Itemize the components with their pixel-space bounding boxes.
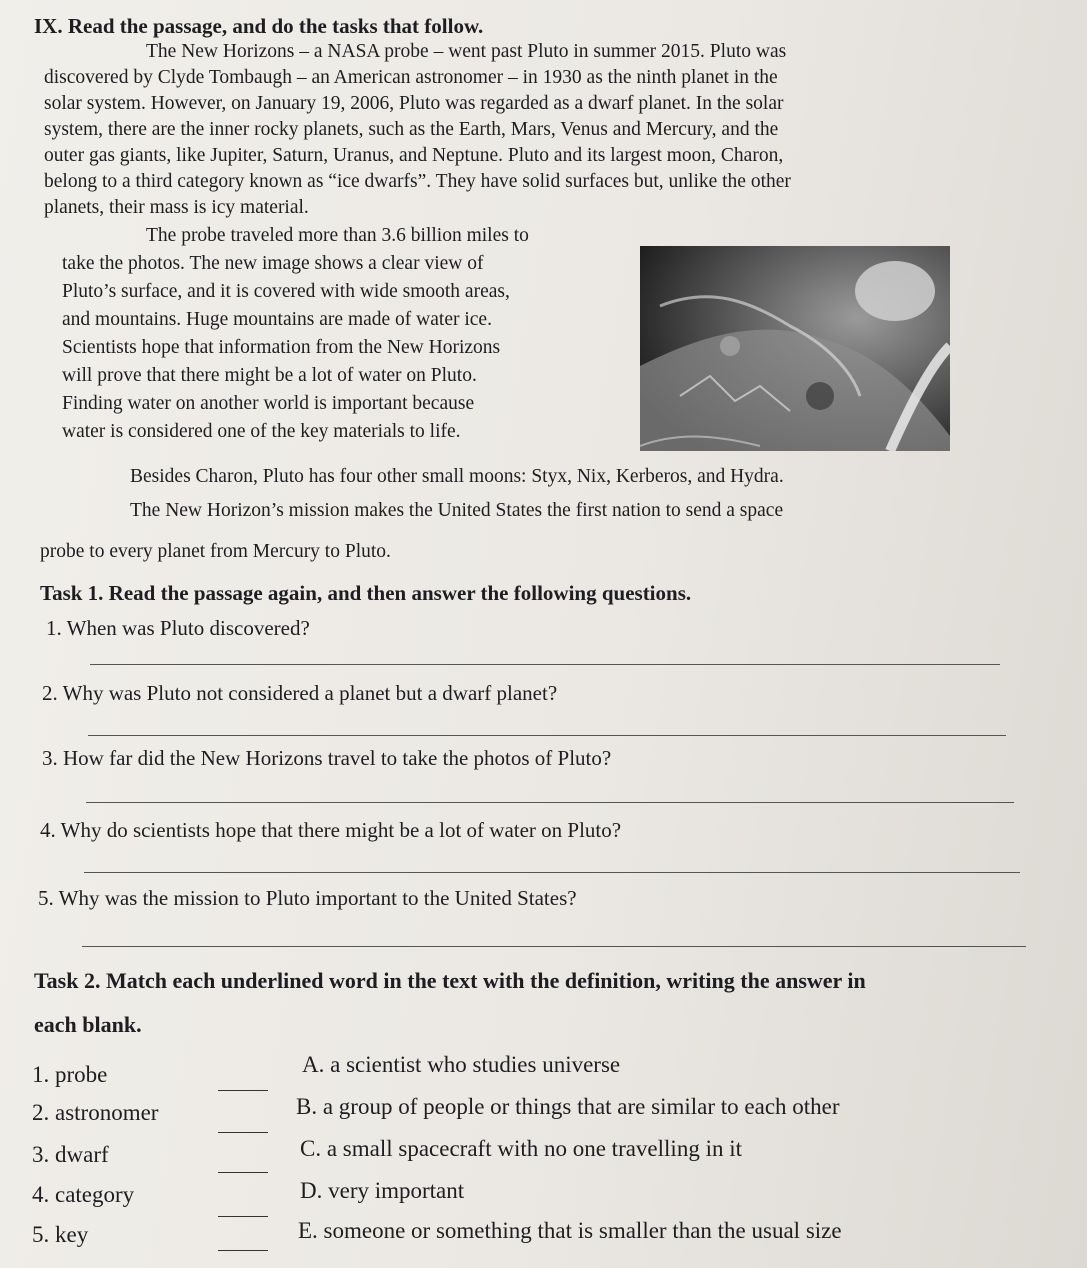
passage-line: solar system. However, on January 19, 2006, Pluto was regarded as a dwarf planet. In the solar: [44, 93, 784, 114]
passage-paragraph-3: Besides Charon, Pluto has four other small moons: Styx, Nix, Kerberos, and Hydra.: [130, 466, 784, 487]
match-word-1: 1. probe: [32, 1062, 108, 1087]
answer-line-2[interactable]: [88, 735, 1006, 736]
match-word-4: 4. category: [32, 1182, 135, 1207]
match-word-3: 3. dwarf: [32, 1142, 109, 1167]
definition-b: B. a group of people or things that are similar to each other: [296, 1094, 840, 1119]
passage-line: Scientists hope that information from the New Horizons: [62, 337, 501, 358]
definition-a: A. a scientist who studies universe: [302, 1052, 621, 1077]
answer-line-5[interactable]: [82, 946, 1026, 947]
passage-line: belong to a third category known as “ice dwarfs”. They have solid surfaces but, unlike the other: [44, 171, 791, 192]
answer-line-1[interactable]: [90, 664, 1000, 665]
passage-line: take the photos. The new image shows a clear view of: [62, 253, 484, 274]
question-2: 2. Why was Pluto not considered a planet but a dwarf planet?: [42, 681, 558, 705]
match-blank-5[interactable]: [218, 1238, 268, 1256]
pluto-surface-photo: [640, 246, 950, 451]
match-blank-2[interactable]: [218, 1120, 268, 1138]
task-1-title: Task 1. Read the passage again, and then answer the following questions.: [40, 581, 692, 605]
task-2-title-line-2: each blank.: [34, 1012, 142, 1037]
passage-line: The probe traveled more than 3.6 billion miles to: [146, 225, 529, 246]
passage-line: probe to every planet from Mercury to Pluto.: [40, 541, 391, 562]
passage-line: The New Horizon’s mission makes the United States the first nation to send a space: [130, 500, 784, 521]
question-4: 4. Why do scientists hope that there might be a lot of water on Pluto?: [40, 818, 622, 842]
definition-d: D. very important: [300, 1178, 465, 1203]
answer-line-4[interactable]: [84, 872, 1020, 873]
question-5: 5. Why was the mission to Pluto important to the United States?: [38, 886, 577, 910]
match-word-2: 2. astronomer: [32, 1100, 159, 1125]
match-blank-1[interactable]: [218, 1078, 268, 1096]
answer-line-3[interactable]: [86, 802, 1014, 803]
passage-line: outer gas giants, like Jupiter, Saturn, Uranus, and Neptune. Pluto and its largest moon, Charon,: [44, 145, 784, 166]
passage-line: Pluto’s surface, and it is covered with wide smooth areas,: [62, 281, 510, 302]
passage-line: and mountains. Huge mountains are made of water ice.: [62, 309, 492, 330]
passage-line: water is considered one of the key materials to life.: [62, 421, 461, 442]
passage-line: will prove that there might be a lot of water on Pluto.: [62, 365, 477, 386]
match-blank-4[interactable]: [218, 1204, 268, 1222]
definition-e: E. someone or something that is smaller than the usual size: [298, 1218, 842, 1243]
task-2-title-line-1: Task 2. Match each underlined word in the text with the definition, writing the answer in: [34, 968, 866, 993]
passage-line: The New Horizons – a NASA probe – went past Pluto in summer 2015. Pluto was: [146, 41, 787, 62]
passage-line: Finding water on another world is important because: [62, 393, 475, 414]
question-3: 3. How far did the New Horizons travel to take the photos of Pluto?: [42, 746, 612, 770]
match-word-5: 5. key: [32, 1222, 89, 1247]
question-1: 1. When was Pluto discovered?: [46, 616, 310, 640]
match-blank-3[interactable]: [218, 1160, 268, 1178]
passage-line: system, there are the inner rocky planets, such as the Earth, Mars, Venus and Mercury, and the: [44, 119, 779, 140]
definition-c: C. a small spacecraft with no one travelling in it: [300, 1136, 742, 1161]
passage-line: discovered by Clyde Tombaugh – an American astronomer – in 1930 as the ninth planet in the: [44, 67, 778, 88]
passage-line: planets, their mass is icy material.: [44, 197, 309, 218]
exercise-heading: IX. Read the passage, and do the tasks that follow.: [34, 14, 484, 38]
